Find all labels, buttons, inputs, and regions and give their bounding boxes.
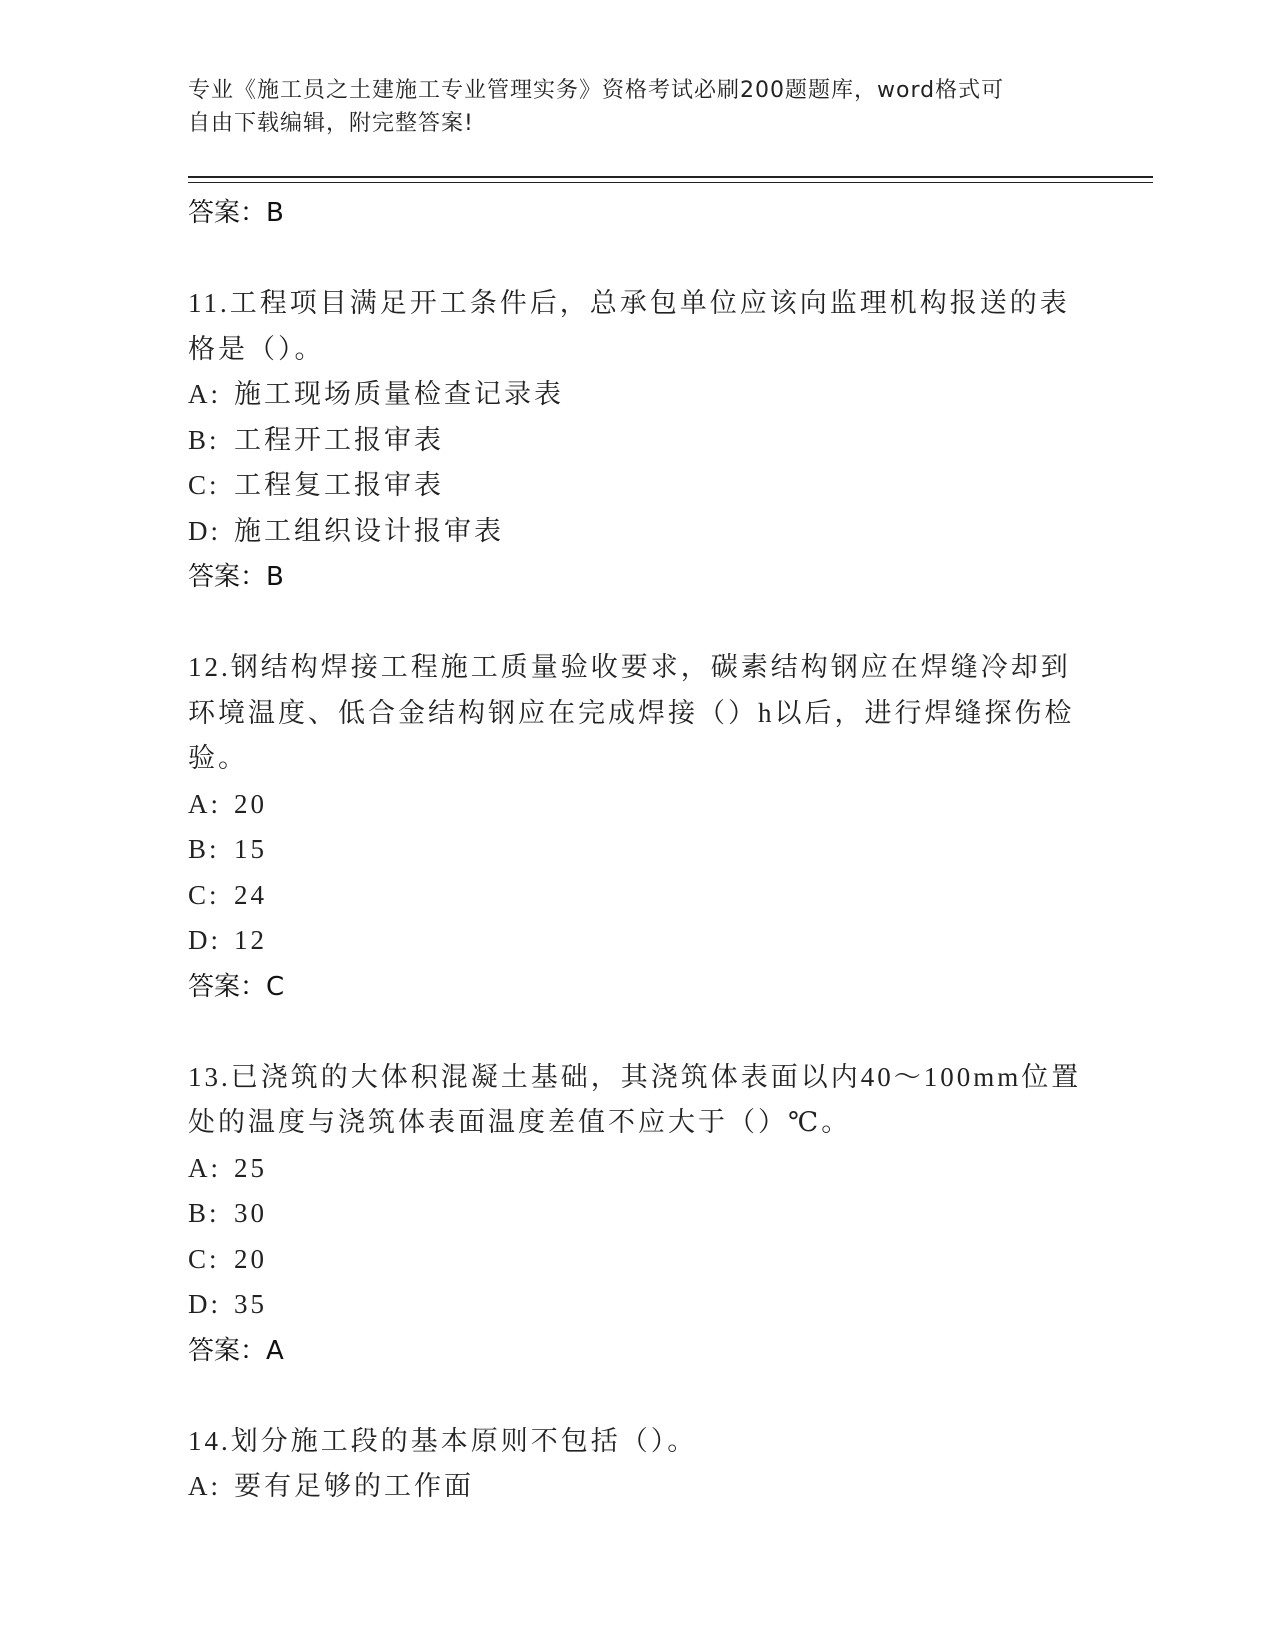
option-text: 施工现场质量检查记录表 xyxy=(234,379,564,409)
option-key: B: xyxy=(188,424,220,455)
spacer xyxy=(188,236,1088,281)
header-line-1: 专业《施工员之土建施工专业管理实务》资格考试必刷200题题库，word格式可 xyxy=(188,78,1005,103)
option-key: B: xyxy=(188,1198,220,1228)
question-text: 12.钢结构焊接工程施工质量验收要求，碳素结构钢应在焊缝冷却到环境温度、低合金结构钢应在完成焊接（）h以后，进行焊缝探伤检验。 xyxy=(188,652,1075,773)
option-key: B: xyxy=(188,834,220,864)
spacer xyxy=(188,1374,1088,1419)
option-c xyxy=(188,463,1088,509)
spacer xyxy=(188,600,1088,645)
option-key: A: xyxy=(188,788,221,819)
option-text: 15 xyxy=(234,834,267,864)
option-key: A: xyxy=(188,1471,221,1501)
answer: 答案：A xyxy=(188,1335,284,1366)
option-d xyxy=(188,509,1088,555)
question-text: 13.已浇筑的大体积混凝土基础，其浇筑体表面以内40～100mm位置处的温度与浇筑体表面温度差值不应大于（）℃。 xyxy=(188,1061,1082,1137)
option-text: 35 xyxy=(234,1289,267,1319)
option-b xyxy=(188,827,1088,873)
option-text: 要有足够的工作面 xyxy=(234,1471,474,1501)
option-key: A: xyxy=(188,1152,221,1183)
option-text: 20 xyxy=(234,788,267,819)
option-text: 12 xyxy=(234,925,267,955)
option-b xyxy=(188,418,1088,464)
document-header xyxy=(188,74,1068,140)
question-list xyxy=(188,190,1088,1510)
option-text: 30 xyxy=(234,1198,267,1228)
question-11 xyxy=(188,281,1088,600)
option-key: D: xyxy=(188,1289,221,1319)
option-a xyxy=(188,782,1088,828)
question-13 xyxy=(188,1055,1088,1374)
option-text: 25 xyxy=(234,1152,267,1183)
option-b xyxy=(188,1191,1088,1237)
option-text: 24 xyxy=(234,879,267,910)
option-a xyxy=(188,1464,1088,1510)
header-rule-thick xyxy=(188,176,1153,178)
option-c xyxy=(188,1237,1088,1283)
option-c xyxy=(188,873,1088,919)
question-12 xyxy=(188,645,1088,1010)
question-text: 11.工程项目满足开工条件后，总承包单位应该向监理机构报送的表格是（）。 xyxy=(188,288,1070,364)
spacer xyxy=(188,1010,1088,1055)
answer: 答案：C xyxy=(188,971,285,1002)
header-line-2: 自由下载编辑，附完整答案! xyxy=(188,111,474,136)
option-key: C: xyxy=(188,470,220,500)
option-a xyxy=(188,372,1088,418)
option-d xyxy=(188,918,1088,964)
option-key: D: xyxy=(188,925,221,955)
option-a xyxy=(188,1146,1088,1192)
previous-answer: 答案：B xyxy=(188,198,284,228)
option-text: 工程开工报审表 xyxy=(234,424,444,455)
option-text: 施工组织设计报审表 xyxy=(234,515,504,546)
option-d xyxy=(188,1282,1088,1328)
question-14 xyxy=(188,1419,1088,1510)
option-key: A: xyxy=(188,379,221,409)
option-key: C: xyxy=(188,1243,220,1274)
option-key: C: xyxy=(188,879,220,910)
option-text: 工程复工报审表 xyxy=(234,470,444,500)
question-text: 14.划分施工段的基本原则不包括（）。 xyxy=(188,1425,698,1456)
header-rule-thin xyxy=(188,182,1153,183)
option-key: D: xyxy=(188,515,221,546)
option-text: 20 xyxy=(234,1243,267,1274)
answer: 答案：B xyxy=(188,562,284,592)
